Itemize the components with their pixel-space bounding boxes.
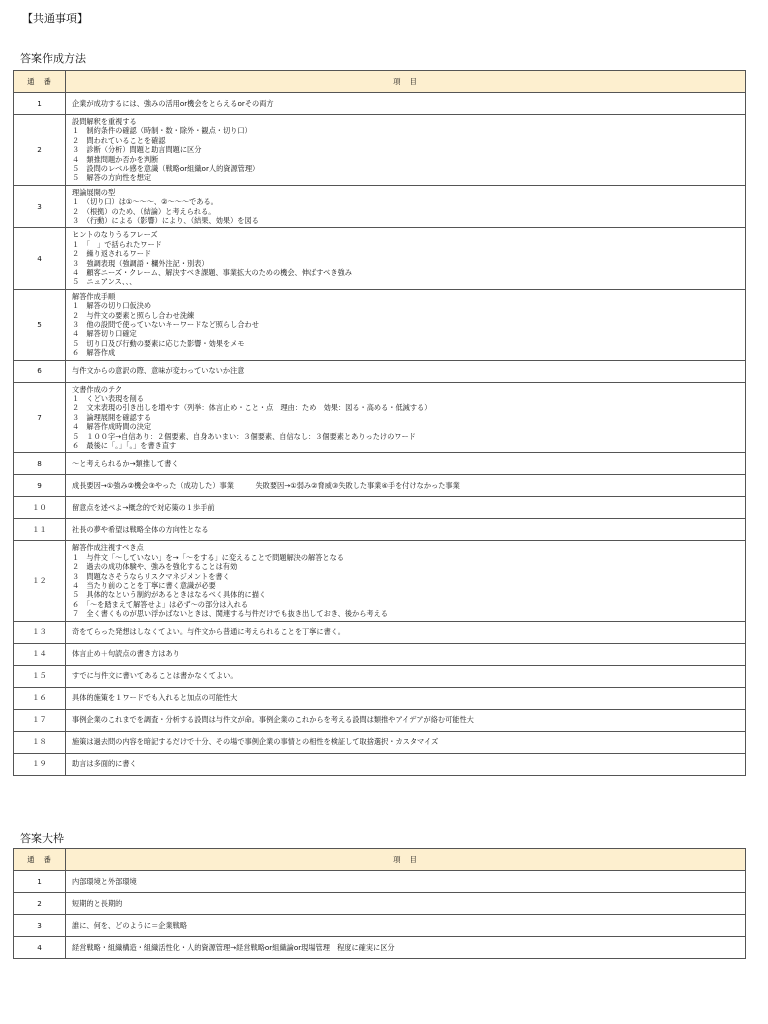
item-line: 体言止め＋句読点の書き方はあり: [72, 649, 180, 659]
item-line: 助言は多面的に書く: [72, 759, 137, 769]
row-number: 6: [14, 360, 66, 382]
item-line: １ 制約条件の確認（時制・数・除外・観点・切り口）: [72, 126, 252, 136]
item-line: ５ 具体的なという制約があるときはなるべく具体的に描く: [72, 590, 267, 600]
table-row: [14, 937, 746, 959]
row-item: [66, 871, 746, 893]
item-line: ２ 文末表現の引き出しを増やす（列挙：体言止め・こと・点 理由：ため 効果：図る・高める・低減する）: [72, 403, 432, 413]
row-item: [66, 453, 746, 475]
item-line: ７ 全く書くものが思い浮かばないときは、関連する与件だけでも抜き出しておき、後から考える: [72, 609, 388, 619]
row-item: [66, 687, 746, 709]
row-item: [66, 731, 746, 753]
table-row: [14, 185, 746, 228]
table-row: [14, 871, 746, 893]
row-item: [66, 541, 746, 621]
row-number: 4: [14, 937, 66, 959]
table-row: [14, 382, 746, 453]
table-row: [14, 665, 746, 687]
table-row: [14, 93, 746, 115]
item-line: 社長の夢や希望は戦略全体の方向性となる: [72, 525, 209, 535]
item-line: ３ （行動）による（影響）により、（結果、効果）を図る: [72, 216, 259, 225]
item-line: ３ 強調表現（強調語・欄外注記・別表）: [72, 258, 209, 268]
table-row: [14, 709, 746, 731]
item-line: 解答作成注視すべき点: [72, 543, 144, 553]
table-row: [14, 475, 746, 497]
row-number: １８: [14, 731, 66, 753]
table-row: [14, 687, 746, 709]
item-line: 文書作成のテク: [72, 384, 123, 394]
item-line: 与件文からの意訳の際、意味が変わっていないか注意: [72, 366, 245, 376]
row-number: １６: [14, 687, 66, 709]
row-number: 2: [14, 115, 66, 186]
table-row: [14, 621, 746, 643]
row-item: [66, 185, 746, 228]
row-item: [66, 497, 746, 519]
row-number: １３: [14, 621, 66, 643]
column-header-number: 通 番: [14, 849, 66, 871]
page-heading: 【共通事項】: [22, 12, 88, 25]
row-number: １２: [14, 541, 66, 621]
row-number: 1: [14, 871, 66, 893]
table-row: [14, 289, 746, 360]
item-line: ３ 論理展開を確認する: [72, 412, 152, 422]
row-item: [66, 115, 746, 186]
row-number: １１: [14, 519, 66, 541]
row-item: [66, 915, 746, 937]
row-item: [66, 665, 746, 687]
item-line: １ （切り口）は①～～～、②～～～である。: [72, 197, 218, 207]
item-line: ～と考えられるか→類推して書く: [72, 459, 179, 469]
table-row: [14, 497, 746, 519]
item-line: 施策は過去問の内容を暗記するだけで十分、その場で事例企業の事情との相性を検証して取捨選択・カスタマイズ: [72, 737, 439, 747]
item-line: ３ 他の設問で使っていないキーワードなど照らし合わせ: [72, 319, 259, 329]
table-row: [14, 753, 746, 775]
item-line: 理論展開の型: [72, 187, 116, 197]
item-line: １ 与件文「～していない」を→「～をする」に変えることで問題解決の解答となる: [72, 552, 344, 562]
item-line: 留意点を述べよ→概念的で対応策の１歩手前: [72, 503, 215, 513]
table-row: [14, 893, 746, 915]
table-row: [14, 915, 746, 937]
item-line: ２ 過去の成功体験や、強みを強化することは有効: [72, 562, 238, 572]
item-line: １ くどい表現を削る: [72, 393, 144, 403]
table-row: [14, 541, 746, 621]
row-item: [66, 289, 746, 360]
row-number: 3: [14, 915, 66, 937]
item-line: ２ （根拠）のため、（結論）と考えられる。: [72, 206, 216, 216]
row-item: [66, 360, 746, 382]
item-line: ４ 解答作成時間の決定: [72, 422, 152, 432]
table-row: [14, 453, 746, 475]
item-line: ２ 繰り返されるワード: [72, 249, 152, 259]
item-line: ２ 与件文の要素と照らし合わせ洗練: [72, 310, 195, 320]
item-line: ４ 顧客ニーズ・クレーム、解決すべき課題、事業拡大のための機会、伸ばすべき強み: [72, 267, 352, 277]
row-item: [66, 519, 746, 541]
item-line: ４ 当たり前のことを丁寧に書く意識が必要: [72, 580, 216, 590]
item-line: ４ 類推問題か否かを判断: [72, 154, 159, 164]
item-line: ５ １００字→自信あり：２個要素、自身あいまい：３個要素、自信なし：３個要素とありったけのワード: [72, 431, 416, 441]
row-item: [66, 753, 746, 775]
row-number: １０: [14, 497, 66, 519]
row-number: １５: [14, 665, 66, 687]
item-line: ５ 解答の方向性を想定: [72, 173, 152, 183]
row-item: [66, 475, 746, 497]
item-line: 事例企業のこれまでを調査・分析する設問は与件文が命。事例企業のこれからを考える設問は類推やアイデアが絡む可能性大: [72, 715, 474, 725]
section-title-answer-framework: 答案大枠: [20, 832, 64, 845]
row-number: 4: [14, 228, 66, 289]
item-line: ５ ニュアンス、、、: [72, 277, 137, 287]
item-line: ５ 設問のレベル感を意識（戦略or組織or人的資源管理）: [72, 164, 260, 173]
row-number: １７: [14, 709, 66, 731]
item-line: 設問解釈を重視する: [72, 116, 137, 126]
row-number: 3: [14, 185, 66, 228]
item-line: ヒントのなりうるフレーズ: [72, 230, 158, 240]
item-line: 解答作成手順: [72, 291, 116, 301]
answer-framework-table: [13, 848, 746, 959]
item-line: 内部環境と外部環境: [72, 876, 137, 886]
table-row: [14, 731, 746, 753]
table-header-row: [14, 849, 746, 871]
table-row: [14, 228, 746, 289]
row-number: １９: [14, 753, 66, 775]
row-item: [66, 228, 746, 289]
item-line: 奇をてらった発想はしなくてよい。与件文から普通に考えられることを丁寧に書く。: [72, 627, 345, 637]
item-line: ６ 最後に「。」「。」を書き直す: [72, 440, 177, 450]
item-line: １ 解答の切り口仮決め: [72, 301, 152, 311]
row-number: 2: [14, 893, 66, 915]
item-line: 具体的施策を１ワードでも入れると加点の可能性大: [72, 693, 238, 703]
table-row: [14, 360, 746, 382]
item-line: 誰に、何を、どのように＝企業戦略: [72, 920, 188, 930]
row-number: 1: [14, 93, 66, 115]
item-line: 企業が成功するには、強みの活用or機会をとらえるorその両方: [72, 98, 274, 108]
item-line: ５ 切り口及び行動の要素に応じた影響・効果をメモ: [72, 338, 245, 348]
item-line: １ 「 」で括られたワード: [72, 239, 162, 249]
section-title-answer-method: 答案作成方法: [20, 52, 86, 65]
item-line: 経営戦略・組織構造・組織活性化・人的資源管理→経営戦略or組織論or現場管理 程度に確実に区分: [72, 942, 395, 952]
item-line: ６ 解答作成: [72, 348, 116, 358]
row-number: 7: [14, 382, 66, 453]
row-item: [66, 937, 746, 959]
item-line: 短期的と長期的: [72, 898, 123, 908]
row-number: 8: [14, 453, 66, 475]
column-header-number: 通 番: [14, 71, 66, 93]
row-number: 9: [14, 475, 66, 497]
row-number: １４: [14, 643, 66, 665]
table-row: [14, 643, 746, 665]
item-line: 成長要因→①強み②機会③やった（成功した）事業 失敗要因→①弱み②脅威③失敗した事業④手を付けなかった事業: [72, 481, 460, 491]
item-line: ２ 問われていることを確認: [72, 135, 166, 145]
row-item: [66, 893, 746, 915]
column-header-item: 項 目: [66, 849, 746, 871]
row-item: [66, 643, 746, 665]
row-item: [66, 709, 746, 731]
row-item: [66, 93, 746, 115]
table-row: [14, 115, 746, 186]
row-item: [66, 382, 746, 453]
row-number: 5: [14, 289, 66, 360]
answer-method-table: [13, 70, 746, 776]
table-header-row: [14, 71, 746, 93]
column-header-item: 項 目: [66, 71, 746, 93]
table-row: [14, 519, 746, 541]
item-line: ６ 「～を踏まえて解答せよ」は必ず～の部分は入れる: [72, 599, 249, 609]
item-line: すでに与件文に書いてあることは書かなくてよい。: [72, 671, 238, 681]
item-line: ３ 問題なさそうならリスクマネジメントを書く: [72, 571, 230, 581]
row-item: [66, 621, 746, 643]
item-line: ３ 診断（分析）問題と助言問題に区分: [72, 145, 202, 155]
item-line: ４ 解答切り口確定: [72, 329, 137, 339]
